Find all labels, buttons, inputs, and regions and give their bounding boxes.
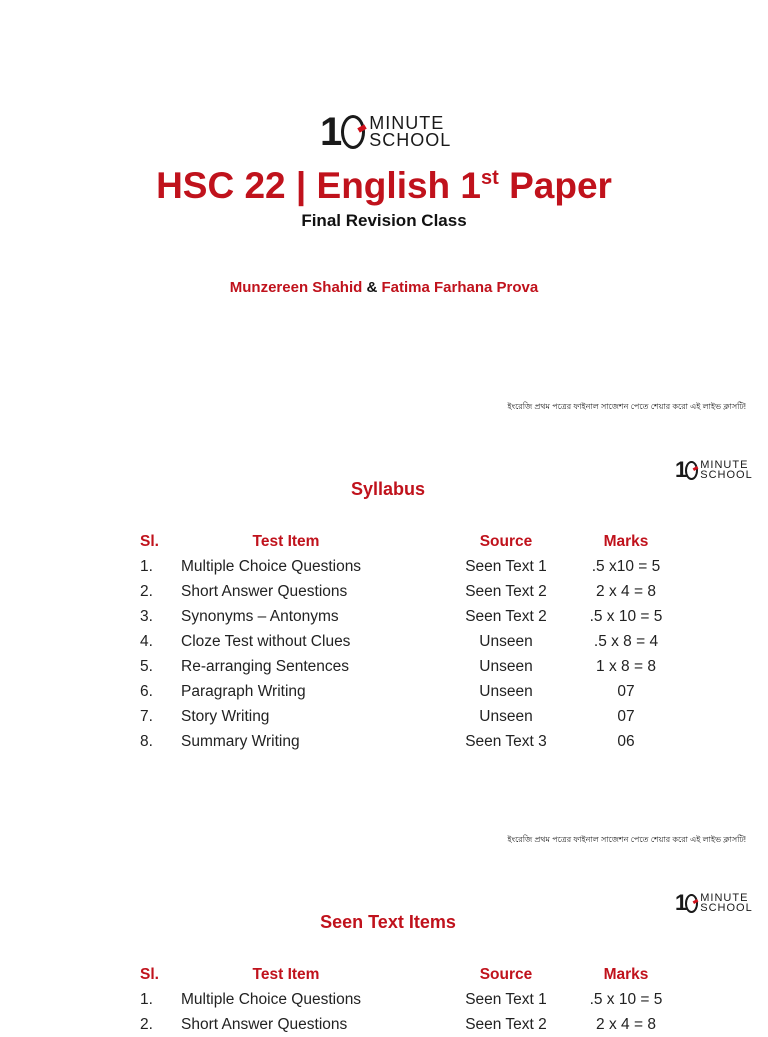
row-test-item: Re-arranging Sentences	[181, 657, 350, 675]
row-marks: .5 x 10 = 5	[589, 607, 663, 625]
row-source: Unseen	[479, 682, 533, 700]
logo-word-minute: MINUTE	[700, 458, 749, 471]
bangla-share-note: ইংরেজি প্রথম পত্রের ফাইনাল সাজেশন পেতে শেয়ার করো এই লাইভ ক্লাসটি!	[507, 402, 746, 411]
logo-word-school: SCHOOL	[369, 130, 452, 150]
row-test-item: Short Answer Questions	[181, 1015, 348, 1033]
header-test-item: Test Item	[252, 532, 320, 550]
table-row	[134, 579, 691, 604]
row-source: Seen Text 2	[465, 1015, 547, 1033]
syllabus-title: Syllabus	[350, 479, 426, 499]
row-test-item: Cloze Test without Clues	[181, 632, 351, 650]
row-marks: 1 x 8 = 8	[596, 657, 656, 675]
ten-minute-school-logo-small: 1 MINUTE SCHOOL	[675, 457, 753, 482]
row-marks: .5 x10 = 5	[591, 557, 661, 575]
table-row	[134, 729, 691, 754]
header-sl: Sl.	[140, 965, 159, 983]
row-sl: 2.	[140, 582, 153, 600]
table-row	[134, 629, 691, 654]
row-source: Unseen	[479, 707, 533, 725]
row-marks: 06	[617, 732, 635, 750]
row-marks: .5 x 8 = 4	[593, 632, 659, 650]
row-source: Seen Text 2	[465, 582, 547, 600]
authors	[0, 279, 768, 296]
row-marks: 2 x 4 = 8	[596, 582, 656, 600]
row-test-item: Short Answer Questions	[181, 582, 348, 600]
ten-minute-school-logo	[320, 112, 451, 152]
row-test-item: Synonyms – Antonyms	[181, 607, 339, 625]
table-row	[134, 604, 691, 629]
row-test-item: Paragraph Writing	[181, 682, 306, 700]
title-superscript: st	[481, 167, 499, 189]
header-source: Source	[479, 965, 533, 983]
row-marks: 07	[617, 682, 635, 700]
logo-word-minute: MINUTE	[369, 112, 445, 133]
author-2: Fatima Farhana Prova	[381, 279, 539, 296]
table-row	[134, 554, 691, 579]
row-marks: 07	[617, 707, 635, 725]
syllabus-table	[134, 529, 691, 754]
author-separator: &	[366, 279, 378, 296]
row-sl: 6.	[140, 682, 153, 700]
table-row	[134, 654, 691, 679]
row-test-item: Multiple Choice Questions	[181, 990, 362, 1008]
row-source: Unseen	[479, 632, 533, 650]
logo-word-school: SCHOOL	[700, 902, 753, 914]
ten-minute-school-logo-small-2: 1 MINUTE SCHOOL	[675, 890, 753, 915]
table-row	[134, 1012, 691, 1037]
row-source: Unseen	[479, 657, 533, 675]
row-test-item: Multiple Choice Questions	[181, 557, 362, 575]
logo-word-school: SCHOOL	[700, 469, 753, 481]
header-marks: Marks	[603, 532, 649, 550]
page-title: HSC 22 | English 1st Paper	[156, 165, 612, 206]
row-source: Seen Text 3	[465, 732, 547, 750]
row-source: Seen Text 2	[465, 607, 547, 625]
row-sl: 1.	[140, 990, 153, 1008]
row-sl: 4.	[140, 632, 153, 650]
row-test-item: Story Writing	[181, 707, 270, 725]
bangla-share-note-2: ইংরেজি প্রথম পত্রের ফাইনাল সাজেশন পেতে শেয়ার করো এই লাইভ ক্লাসটি!	[507, 835, 746, 844]
row-marks: 2 x 4 = 8	[596, 1015, 656, 1033]
logo-word-minute: MINUTE	[700, 891, 749, 904]
row-sl: 1.	[140, 557, 153, 575]
table-row	[134, 679, 691, 704]
table-header-row	[134, 962, 691, 987]
row-sl: 7.	[140, 707, 153, 725]
row-source: Seen Text 1	[465, 990, 547, 1008]
row-source: Seen Text 1	[465, 557, 547, 575]
table-row	[134, 987, 691, 1012]
header-test-item: Test Item	[252, 965, 320, 983]
header-marks: Marks	[603, 965, 649, 983]
row-test-item: Summary Writing	[181, 732, 300, 750]
seen-text-title: Seen Text Items	[320, 912, 456, 932]
row-sl: 3.	[140, 607, 153, 625]
author-1: Munzereen Shahid	[229, 279, 363, 296]
table-header-row	[134, 529, 691, 554]
row-sl: 5.	[140, 657, 153, 675]
row-sl: 2.	[140, 1015, 153, 1033]
seen-text-table	[134, 962, 691, 1037]
logo-number: 1	[320, 112, 365, 152]
header-source: Source	[479, 532, 533, 550]
table-row	[134, 704, 691, 729]
header-sl: Sl.	[140, 532, 159, 550]
subtitle: Final Revision Class	[301, 211, 467, 230]
row-sl: 8.	[140, 732, 153, 750]
row-marks: .5 x 10 = 5	[589, 990, 663, 1008]
